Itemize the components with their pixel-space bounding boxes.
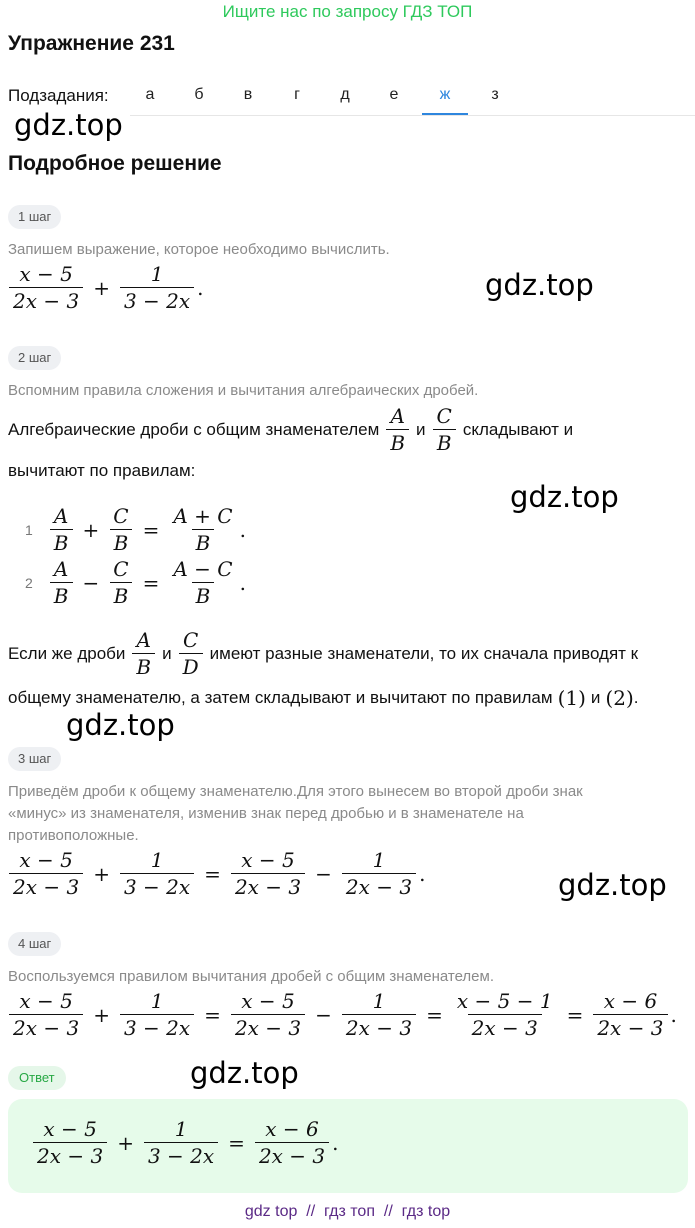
tab-v[interactable]: в	[243, 86, 253, 103]
tab-b[interactable]: б	[194, 86, 204, 103]
step3-equation: $\frac{x - 5}{2x - 3}$ + $\frac{1}{3 - 2x}$ = $\frac{x - 5}{2x - 3}$ − $\frac{1}{2x - 3}$ .	[6, 849, 425, 898]
expression: $\frac{x - 5}{2x - 3}$ + $\frac{1}{3 - 2x}$ .	[6, 263, 204, 312]
active-tab-indicator	[422, 113, 468, 115]
solution-heading: Подробное решение	[8, 152, 222, 175]
footer-links[interactable]: gdz top // гдз топ // гдз top	[244, 1203, 451, 1220]
watermark: gdz.top	[485, 268, 594, 302]
step-badge: 3 шаг	[8, 747, 61, 771]
step-text-line: Приведём дроби к общему знаменателю.Для этого вынесем во второй дроби знак	[8, 783, 583, 800]
watermark: gdz.top	[14, 108, 123, 142]
step-badge: 2 шаг	[8, 346, 61, 370]
step-badge: 4 шаг	[8, 932, 61, 956]
step-text-line: «минус» из знаменателя, изменив знак перед дробью и в знаменателе на	[8, 805, 524, 822]
answer-badge: Ответ	[8, 1066, 66, 1090]
rule-intro: Алгебраические дроби с общим знаменателем $\frac{A}{B}$ и $\frac{C}{B}$ складывают и	[8, 404, 574, 455]
tabs-divider	[130, 115, 695, 116]
watermark: gdz.top	[66, 708, 175, 742]
step-badge: 1 шаг	[8, 205, 61, 229]
step-text: Вспомним правила сложения и вычитания алгебраических дробей.	[8, 382, 479, 399]
tab-z[interactable]: з	[491, 86, 499, 103]
tab-g[interactable]: г	[294, 86, 300, 103]
subtasks-label: Подзадания:	[8, 86, 109, 105]
page-title: Упражнение 231	[8, 32, 175, 55]
tab-d[interactable]: д	[340, 86, 350, 103]
different-denominators-text: Если же дроби $\frac{A}{B}$ и $\frac{C}{D}$ имеют разные знаменатели, то их сначала приводят к	[8, 628, 639, 679]
step4-equation: $\frac{x - 5}{2x - 3}$ + $\frac{1}{3 - 2x}$ = $\frac{x - 5}{2x - 3}$ − $\frac{1}{2x - 3}$ = $\frac{x - 5 - 1}{2x - 3}$ = $\frac{x - 6}{2x - 3}$ .	[6, 990, 677, 1039]
rule-intro-cont: вычитают по правилам:	[8, 461, 196, 480]
tab-zh[interactable]: ж	[439, 86, 451, 103]
tab-e[interactable]: е	[389, 86, 399, 103]
step-text: Воспользуемся правилом вычитания дробей с общим знаменателем.	[8, 968, 494, 985]
watermark: gdz.top	[190, 1056, 299, 1090]
tab-a[interactable]: а	[145, 86, 155, 103]
watermark: gdz.top	[510, 480, 619, 514]
rule-2: 2 $\frac{A}{B}$ − $\frac{C}{B}$ = $\frac{A - C}{B}$ .	[25, 557, 246, 608]
step-text: Запишем выражение, которое необходимо вычислить.	[8, 241, 390, 258]
different-denominators-cont: общему знаменателю, а затем складывают и вычитают по правилам (1) и (2) .	[8, 686, 639, 710]
answer-equation: $\frac{x - 5}{2x - 3}$ + $\frac{1}{3 - 2x}$ = $\frac{x - 6}{2x - 3}$ .	[30, 1118, 339, 1167]
watermark: gdz.top	[558, 868, 667, 902]
step-text-line: противоположные.	[8, 827, 139, 844]
search-banner: Ищите нас по запросу ГДЗ ТОП	[222, 2, 473, 21]
rule-1: 1 $\frac{A}{B}$ + $\frac{C}{B}$ = $\frac{A + C}{B}$ .	[25, 504, 246, 555]
